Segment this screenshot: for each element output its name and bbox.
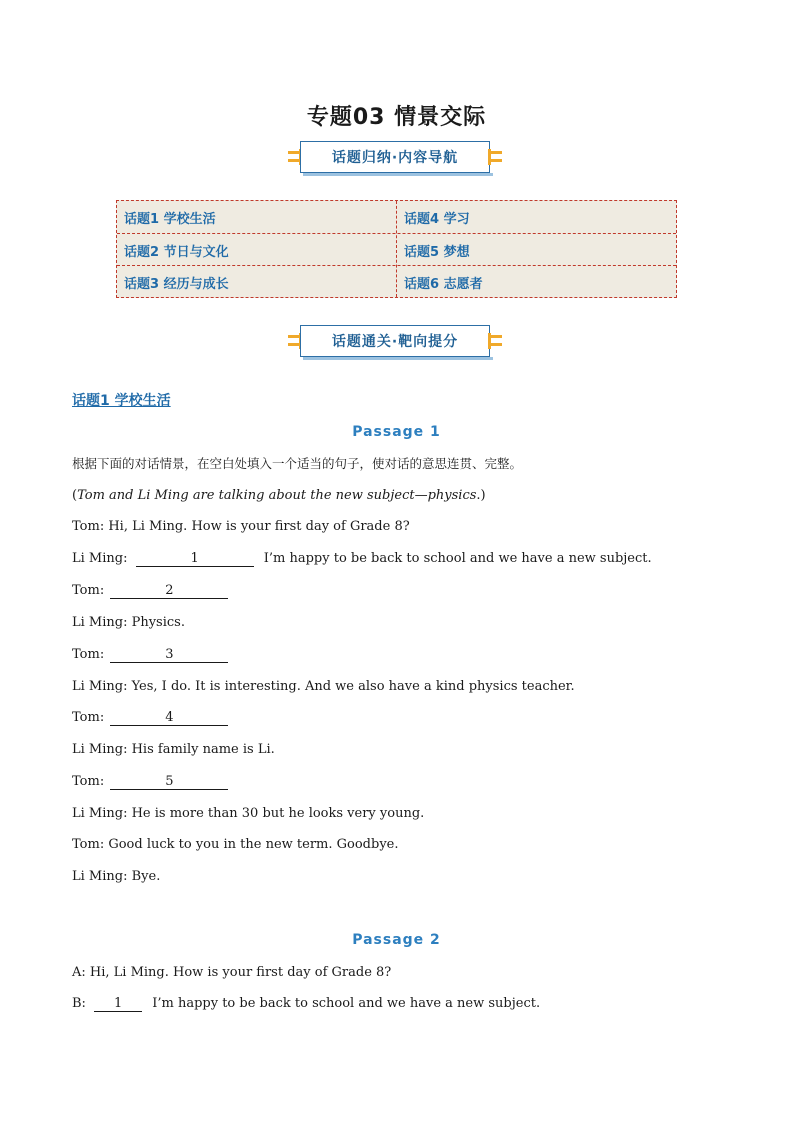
dialogue-line: Tom: Hi, Li Ming. How is your first day of Grade 8? (72, 519, 410, 534)
passage-title: Passage 2 (352, 932, 441, 948)
answer-blank[interactable]: 1 (136, 551, 254, 567)
answer-blank[interactable]: 5 (110, 774, 228, 790)
dialogue-line: Tom: Good luck to you in the new term. Goodbye. (72, 837, 399, 852)
topic-link[interactable]: 话题2 节日与文化 (124, 244, 229, 260)
dialogue-line: A: Hi, Li Ming. How is your first day of Grade 8? (72, 965, 392, 980)
answer-blank[interactable]: 4 (110, 710, 228, 726)
dialogue-line: Li Ming: Physics. (72, 615, 185, 630)
answer-blank[interactable]: 3 (110, 647, 228, 663)
dialogue-line: B: 1 I’m happy to be back to school and we have a new subject. (72, 996, 541, 1011)
dialogue-line: Tom: 5 (72, 774, 228, 790)
passage-title: Passage 1 (352, 424, 441, 440)
answer-blank[interactable]: 1 (94, 996, 142, 1012)
answer-blank[interactable]: 2 (110, 583, 228, 599)
table-divider (396, 201, 397, 297)
topic-link[interactable]: 话题4 学习 (404, 211, 470, 227)
topic-link[interactable]: 话题6 志愿者 (404, 276, 483, 292)
dialogue-line: Li Ming: His family name is Li. (72, 742, 275, 757)
dialogue-line: Li Ming: Bye. (72, 869, 161, 884)
dialogue-line: Li Ming: Yes, I do. It is interesting. And we also have a kind physics teacher. (72, 679, 575, 694)
dialogue-line: Tom: 4 (72, 710, 228, 726)
instruction-text: 根据下面的对话情景，在空白处填入一个适当的句子，使对话的意思连贯、完整。 (72, 456, 523, 471)
section-banner-navigation (288, 141, 504, 173)
banner-ornament-icon (488, 333, 502, 349)
dialogue-line: Li Ming: 1 I’m happy to be back to school and we have a new subject. (72, 551, 652, 566)
banner-label: 话题归纳·内容导航 (300, 141, 490, 173)
document-title: 专题03 情景交际 (306, 105, 487, 130)
topic-link[interactable]: 话题5 梦想 (404, 244, 470, 260)
banner-label: 话题通关·靶向提分 (300, 325, 490, 357)
dialogue-line: Li Ming: He is more than 30 but he looks very young. (72, 806, 425, 821)
section-banner-practice (288, 325, 504, 357)
topic-navigation-table (116, 200, 677, 298)
table-divider (117, 233, 676, 234)
dialogue-line: Tom: 3 (72, 647, 228, 663)
dialogue-line: Tom: 2 (72, 583, 228, 599)
context-line: (Tom and Li Ming are talking about the new subject—physics.) (72, 488, 486, 503)
banner-ornament-icon (488, 149, 502, 165)
topic-link[interactable]: 话题1 学校生活 (124, 211, 216, 227)
section-heading-link[interactable]: 话题1 学校生活 (72, 393, 171, 409)
table-divider (117, 265, 676, 266)
topic-link[interactable]: 话题3 经历与成长 (124, 276, 229, 292)
